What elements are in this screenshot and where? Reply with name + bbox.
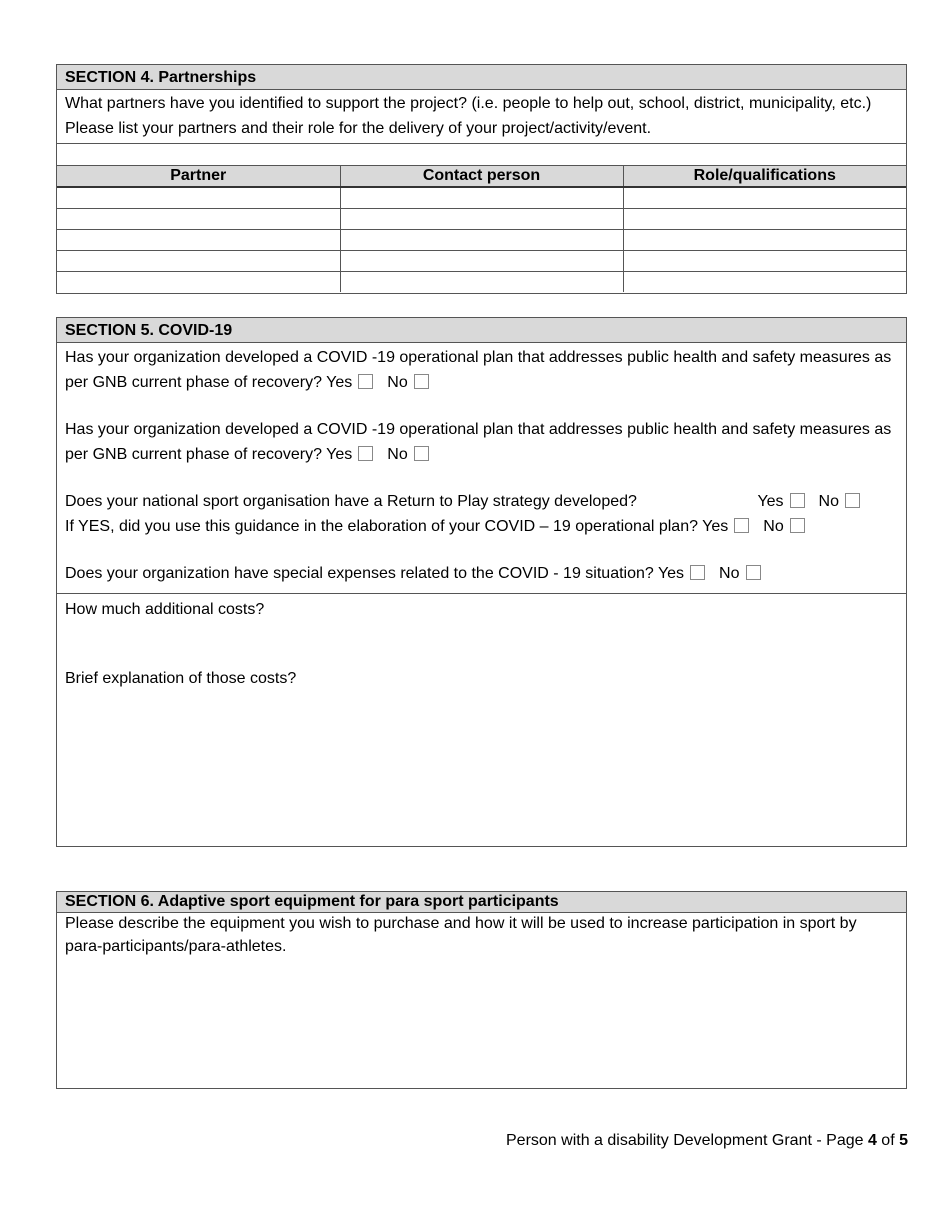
- page-footer: [506, 1132, 908, 1150]
- section-4-title: SECTION 4. Partnerships: [57, 65, 906, 90]
- section-5-covid: [56, 317, 907, 847]
- partners-table: [57, 166, 906, 292]
- yes-checkbox[interactable]: [358, 374, 373, 389]
- contact-cell[interactable]: [340, 187, 623, 209]
- question-text: Does your organization have special expenses related to the COVID - 19 situation? Yes: [65, 565, 685, 582]
- question-covid-plan-2: [65, 418, 898, 467]
- question-return-to-play: [65, 490, 898, 539]
- no-checkbox[interactable]: [414, 374, 429, 389]
- table-row: [57, 187, 906, 209]
- section-4-intro: What partners have you identified to support the project? (i.e. people to help out, school, district, municipality, etc.) Please list your partners and their role for the delivery of your project/activity/event.: [65, 95, 872, 137]
- covid-questions: [57, 343, 906, 594]
- footer-of: of: [876, 1132, 900, 1149]
- yes-label: Yes: [757, 493, 784, 510]
- role-cell[interactable]: [623, 209, 906, 230]
- section-6-adaptive-equipment: [56, 891, 907, 1089]
- yes-checkbox[interactable]: [790, 493, 805, 508]
- column-header-contact-person: Contact person: [340, 166, 623, 187]
- page-number: 4: [867, 1132, 877, 1149]
- costs-explanation-question: Brief explanation of those costs?: [65, 669, 297, 687]
- table-row: [57, 251, 906, 272]
- costs-area[interactable]: [57, 594, 906, 693]
- partner-cell[interactable]: [57, 230, 340, 251]
- table-row: [57, 230, 906, 251]
- question-covid-plan-1: [65, 346, 898, 395]
- role-cell[interactable]: [623, 272, 906, 293]
- section-4-partnerships: [56, 64, 907, 294]
- footer-text: Person with a disability Development Grant - Page: [506, 1132, 868, 1149]
- role-cell[interactable]: [623, 187, 906, 209]
- no-checkbox[interactable]: [790, 518, 805, 533]
- partner-cell[interactable]: [57, 251, 340, 272]
- role-cell[interactable]: [623, 251, 906, 272]
- section-6-title: SECTION 6. Adaptive sport equipment for para sport participants: [57, 892, 906, 913]
- table-row: [57, 209, 906, 230]
- no-checkbox[interactable]: [746, 565, 761, 580]
- no-label: No: [818, 493, 839, 510]
- total-pages: 5: [899, 1132, 908, 1149]
- return-to-play-options: [757, 490, 860, 515]
- partner-cell[interactable]: [57, 209, 340, 230]
- additional-costs-question: How much additional costs?: [65, 601, 265, 618]
- question-text: If YES, did you use this guidance in the elaboration of your COVID – 19 operational plan? Yes: [65, 517, 729, 535]
- section-6-intro: Please describe the equipment you wish to purchase and how it will be used to increase participation in sport by para-participants/para-athletes.: [65, 915, 857, 955]
- contact-cell[interactable]: [340, 272, 623, 293]
- contact-cell[interactable]: [340, 209, 623, 230]
- partner-cell[interactable]: [57, 187, 340, 209]
- question-special-expenses: [65, 562, 898, 587]
- role-cell[interactable]: [623, 230, 906, 251]
- yes-checkbox[interactable]: [358, 446, 373, 461]
- section-5-title: SECTION 5. COVID-19: [57, 318, 906, 343]
- question-text: Does your national sport organisation have a Return to Play strategy developed?: [65, 493, 637, 510]
- no-checkbox[interactable]: [414, 446, 429, 461]
- partner-cell[interactable]: [57, 272, 340, 293]
- no-label: No: [387, 373, 408, 391]
- column-header-role: Role/qualifications: [623, 166, 906, 187]
- table-row: [57, 272, 906, 293]
- spacer-row: [57, 143, 906, 166]
- column-header-partner: Partner: [57, 166, 340, 187]
- no-label: No: [763, 517, 784, 535]
- no-checkbox[interactable]: [845, 493, 860, 508]
- question-text: Has your organization developed a COVID -19 operational plan that addresses public health and safety measures as per GNB current phase of recovery? Yes: [65, 349, 892, 391]
- yes-checkbox[interactable]: [734, 518, 749, 533]
- no-label: No: [719, 565, 740, 582]
- contact-cell[interactable]: [340, 230, 623, 251]
- question-text: Has your organization developed a COVID -19 operational plan that addresses public health and safety measures as per GNB current phase of recovery? Yes: [65, 421, 892, 463]
- no-label: No: [387, 445, 408, 463]
- yes-checkbox[interactable]: [690, 565, 705, 580]
- contact-cell[interactable]: [340, 251, 623, 272]
